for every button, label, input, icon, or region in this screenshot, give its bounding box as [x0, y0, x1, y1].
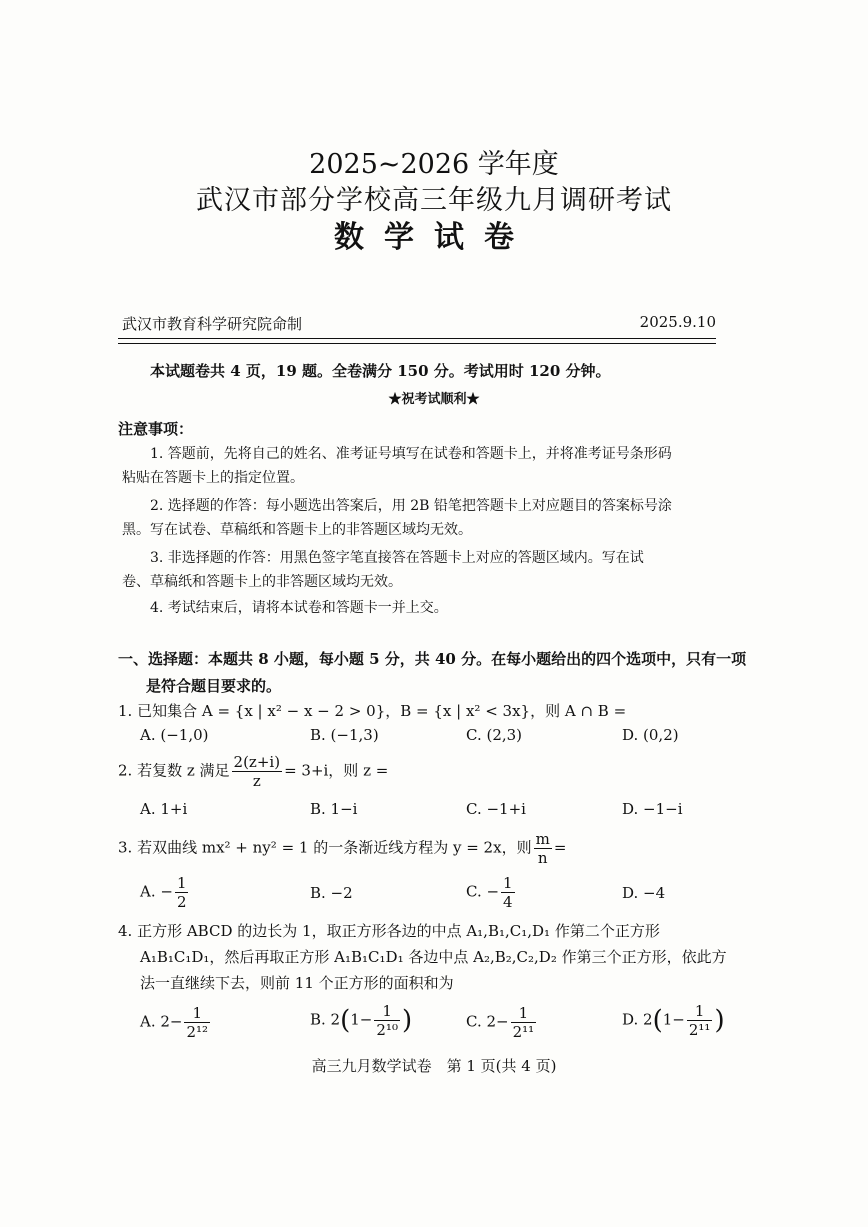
exam-title: 武汉市部分学校高三年级九月调研考试	[196, 185, 672, 216]
fraction-den: 2	[176, 893, 187, 911]
fraction-num: 1	[184, 1004, 210, 1023]
question-2-option-b: B. 1−i	[310, 800, 358, 818]
question-3-option-d: D. −4	[622, 884, 666, 902]
notice-item-2-line-1: 2. 选择题的作答：每小题选出答案后，用 2B 铅笔把答题卡上对应题目的答案标号涂	[150, 498, 672, 514]
question-2-option-d: D. −1−i	[622, 800, 683, 818]
fraction-den: 4	[503, 893, 513, 911]
question-4-option-d	[622, 1002, 725, 1039]
question-4-option-c	[466, 1004, 538, 1041]
fraction-den: 2¹²	[186, 1023, 209, 1041]
question-4-line-3: 法一直继续下去，则前 11 个正方形的面积和为	[140, 974, 454, 992]
option-prefix: C. 2−	[466, 1012, 509, 1031]
question-3-option-c-fraction	[501, 874, 515, 911]
notice-item-3-line-2: 卷、草稿纸和答题卡上的非答题区域均无效。	[122, 574, 402, 590]
question-3-option-c	[466, 874, 517, 911]
notice-title: 注意事项：	[118, 420, 194, 438]
notice-item-1-line-2: 粘贴在答题卡上的指定位置。	[122, 470, 304, 486]
question-2-fraction-den: z	[252, 772, 261, 790]
option-prefix: A. 2−	[140, 1012, 183, 1031]
question-1-option-a: A. (−1,0)	[140, 726, 209, 744]
fraction-num: 1	[503, 874, 513, 892]
section-1-heading-cont: 是符合题目要求的。	[146, 677, 282, 695]
question-3-stem-pre: 3. 若双曲线 mx² + ny² = 1 的一条渐近线方程为 y = 2x，则	[118, 838, 532, 857]
question-3-stem-post: =	[553, 838, 567, 857]
right-paren: )	[714, 1005, 725, 1036]
right-paren: )	[401, 1005, 413, 1036]
publisher: 武汉市教育科学研究院命制	[122, 315, 303, 333]
question-3-stem	[118, 830, 566, 867]
question-1-stem: 1. 已知集合 A = {x | x² − x − 2 > 0}，B = {x | x² < 3x}，则 A ∩ B =	[118, 702, 627, 720]
fraction-den: 2¹¹	[688, 1021, 711, 1039]
question-1-option-d: D. (0,2)	[622, 726, 679, 744]
fraction-den: 2¹¹	[512, 1023, 535, 1041]
fraction-den: 2¹⁰	[376, 1021, 398, 1039]
header-rule-bottom	[118, 343, 716, 344]
question-4-line-2: A₁B₁C₁D₁，然后再取正方形 A₁B₁C₁D₁ 各边中点 A₂,B₂,C₂,D₂ 作第三个正方形，依此方	[140, 948, 727, 966]
question-2-option-a: A. 1+i	[140, 800, 188, 818]
fraction-num: 1	[687, 1002, 713, 1021]
question-4-line-1: 4. 正方形 ABCD 的边长为 1，取正方形各边的中点 A₁,B₁,C₁,D₁ 作第二个正方形	[118, 922, 660, 940]
question-2-stem	[118, 753, 388, 790]
header-rule-top	[118, 338, 716, 339]
exam-intro: 本试题卷共 4 页，19 题。全卷满分 150 分。考试用时 120 分钟。	[150, 362, 611, 380]
question-4-option-b	[310, 1002, 412, 1039]
question-4-option-c-fraction	[511, 1004, 537, 1041]
question-4-option-b-fraction	[374, 1002, 400, 1039]
question-3-fraction	[534, 830, 552, 867]
question-3-option-b: B. −2	[310, 884, 353, 902]
question-4-option-a	[140, 1004, 212, 1041]
left-paren: (	[340, 1005, 351, 1036]
question-3-option-a	[140, 874, 190, 911]
fraction-num: 1	[176, 874, 187, 892]
fraction-num: 1	[374, 1002, 400, 1021]
option-inner: 1−	[350, 1010, 373, 1029]
question-3-fraction-den: n	[537, 849, 548, 867]
option-prefix: D. 2	[622, 1010, 653, 1029]
exam-date: 2025.9.10	[639, 313, 716, 331]
question-3-option-a-fraction	[175, 874, 189, 911]
section-1-heading: 一、选择题：本题共 8 小题，每小题 5 分，共 40 分。在每小题给出的四个选项中，只有一项	[118, 650, 747, 668]
question-2-option-c: C. −1+i	[466, 800, 526, 818]
page-footer: 高三九月数学试卷 第 1 页(共 4 页)	[311, 1057, 557, 1075]
question-2-stem-pre: 2. 若复数 z 满足	[118, 761, 230, 780]
question-1-option-c: C. (2,3)	[466, 726, 523, 744]
notice-item-1-line-1: 1. 答题前，先将自己的姓名、准考证号填写在试卷和答题卡上，并将准考证号条形码	[150, 446, 672, 462]
question-2-fraction	[232, 753, 283, 790]
notice-item-4: 4. 考试结束后，请将本试卷和答题卡一并上交。	[150, 600, 448, 616]
notice-item-2-line-2: 黑。写在试卷、草稿纸和答题卡上的非答题区域均无效。	[122, 522, 472, 538]
good-luck-banner: ★祝考试顺利★	[388, 392, 480, 407]
question-3-fraction-num: m	[535, 830, 550, 848]
exam-year: 2025~2026 学年度	[309, 149, 559, 180]
question-2-stem-post: = 3+i，则 z =	[284, 761, 389, 780]
question-1-option-b: B. (−1,3)	[310, 726, 379, 744]
notice-item-3-line-1: 3. 非选择题的作答：用黑色签字笔直接答在答题卡上对应的答题区域内。写在试	[150, 550, 644, 566]
question-4-option-a-fraction	[184, 1004, 210, 1041]
option-inner: 1−	[662, 1010, 685, 1029]
fraction-num: 1	[511, 1004, 537, 1023]
question-3-option-c-pre: C. −	[466, 882, 500, 901]
question-4-option-d-fraction	[687, 1002, 713, 1039]
left-paren: (	[652, 1005, 663, 1036]
question-3-option-a-pre: A. −	[140, 882, 173, 901]
option-prefix: B. 2	[310, 1010, 341, 1029]
subject-title: 数学试卷	[334, 220, 534, 255]
question-2-fraction-num: 2(z+i)	[233, 753, 281, 771]
